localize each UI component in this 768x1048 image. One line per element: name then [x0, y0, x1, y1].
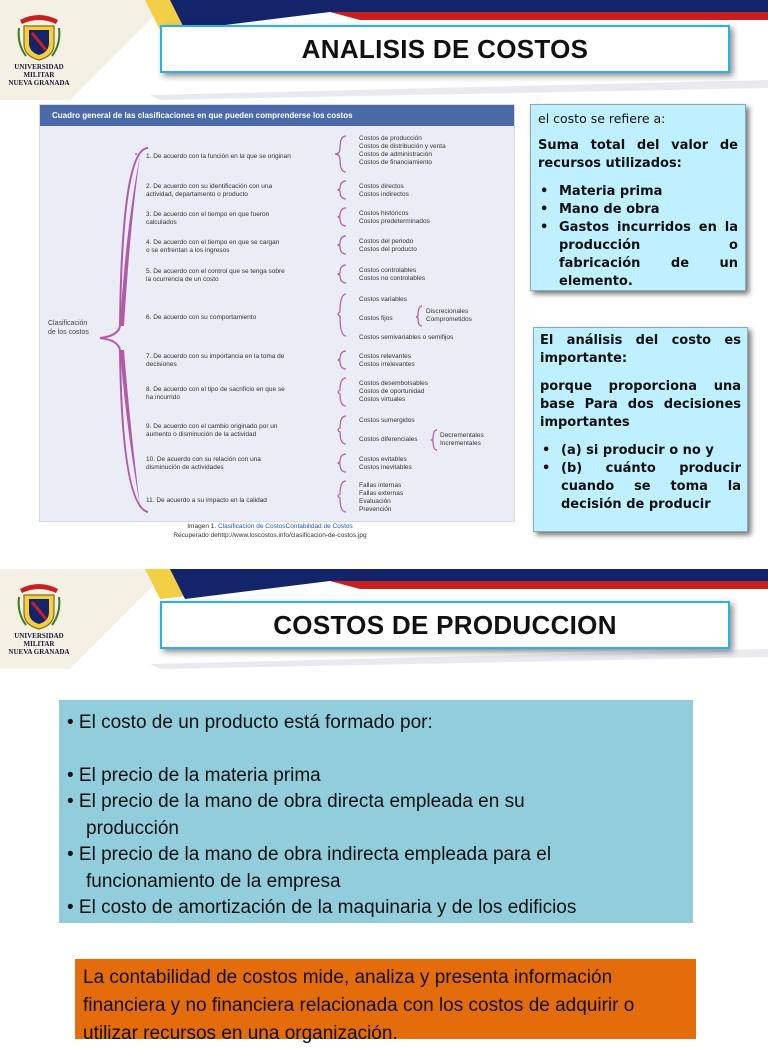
cost-list-1: Costos de producción Costos de distribución y venta Costos de administración Costos de financiamiento [359, 135, 446, 166]
university-name: UNIVERSIDAD MILITAR NUEVA GRANADA [8, 632, 70, 656]
classification-root: Clasificación de los costos [48, 320, 89, 336]
classification-figure [39, 104, 515, 522]
product-cost-box [59, 700, 693, 923]
criterion-4: 4. De acuerdo con el tiempo en que se cargan o se enfrentan a los ingresos [146, 239, 280, 254]
cost-list-7: Costos relevantes Costos irrelevantes [359, 353, 415, 368]
university-crest-icon [16, 6, 62, 62]
list-item: • Gastos incurridos en la producción o fabricación de un elemento. [538, 219, 738, 291]
classification-header: Cuadro general de las clasificaciones en que pueden comprenderse los costos [40, 105, 514, 126]
page-title: COSTOS DE PRODUCCION [273, 609, 617, 640]
cost-list-5: Costos controlables Costos no controlables [359, 267, 426, 282]
cost-variables: Costos variables [359, 296, 408, 303]
cost-list-10: Costos evitables Costos inevitables [359, 456, 412, 471]
criterion-5: 5. De acuerdo con el control que se tenga sobre la ocurrencia de un costo [146, 268, 285, 283]
cost-analysis-box [533, 327, 748, 532]
university-logo [8, 575, 70, 656]
list-item-continuation: producción [86, 817, 179, 839]
criterion-9: 9. De acuerdo con el cambio originado por un aumento o disminución de la actividad [146, 423, 278, 438]
title-box [160, 601, 730, 649]
cost-list-4: Costos del periodo Costos del producto [359, 238, 417, 253]
list-item: • El precio de la materia prima [67, 764, 321, 786]
cost-definition-summary: Suma total del valor de recursos utilizados: [538, 138, 738, 171]
university-name: UNIVERSIDAD MILITAR NUEVA GRANADA [8, 63, 70, 87]
cost-components-list [538, 183, 738, 291]
cost-analysis-reason: porque proporciona una base Para dos decisiones importantes [540, 379, 741, 430]
criterion-7: 7. De acuerdo con su importancia en la toma de decisiones [146, 353, 285, 368]
cost-semivariables: Costos semivariables o semifijos [359, 334, 454, 341]
classification-body [40, 126, 516, 523]
cost-accounting-box: La contabilidad de costos mide, analiza y presenta información financiera y no financiera relacionada con los costos de adquirir o utilizar recursos en una organización. [75, 959, 696, 1039]
cost-list-3: Costos históricos Costos predeterminados [359, 210, 430, 225]
cost-analysis-intro: El análisis del costo es importante: [540, 333, 741, 366]
slide-costos-de-produccion [0, 569, 768, 1044]
cost-list-8: Costos desembolsables Costos de oportunidad Costos virtuales [359, 380, 429, 403]
criterion-10: 10. De acuerdo con su relación con una disminución de actividades [146, 456, 261, 471]
cost-list-2: Costos directos Costos indirectos [359, 183, 409, 198]
list-item: • El precio de la mano de obra indirecta empleada para el [67, 844, 552, 865]
list-item: • Materia prima [538, 183, 738, 201]
list-item: • (b) cuánto producir cuando se toma la decisión de producir [540, 460, 741, 514]
cost-sumergidos: Costos sumergidos [359, 417, 415, 424]
cost-fijos: Costos fijos [359, 315, 393, 322]
university-crest-icon [16, 575, 62, 631]
list-item: • El costo de un producto está formado por: [67, 712, 433, 733]
criterion-1: 1. De acuerdo con la función en la que se originan [146, 153, 291, 160]
decisions-list [540, 442, 741, 514]
list-item-continuation: funcionamiento de la empresa [86, 870, 341, 892]
criterion-3: 3. De acuerdo con el tiempo en que fueron calculados [146, 211, 270, 226]
title-box [160, 25, 730, 73]
cost-diferenciales-sub: Decrementales Incrementales [440, 432, 484, 447]
cost-diferenciales: Costos diferenciales [359, 436, 418, 443]
page-title: ANALISIS DE COSTOS [301, 33, 589, 64]
criterion-11: 11. De acuerdo a su impacto en la calidad [146, 497, 267, 504]
caption-link-clasificacion[interactable]: Clasificacion de Costos [217, 523, 286, 530]
cost-definition-box [530, 104, 746, 291]
caption-link-contabilidad[interactable]: Contabilidad de Costos [285, 523, 353, 530]
list-item: • Mano de obra [538, 201, 738, 219]
list-item: • (a) si producir o no y [540, 442, 741, 460]
cost-definition-intro: el costo se refiere a: [538, 111, 666, 126]
image-caption: Imagen 1. Clasificacion de CostosContabilidad de Costos Recuperado dehttp://www.loscostos.info/clasificacion-de-costos.jpg [173, 523, 367, 539]
criterion-2: 2. De acuerdo con su identificación con una actividad, departamento o producto [146, 183, 273, 198]
university-logo [8, 6, 70, 87]
criterion-8: 8. De acuerdo con el tipo de sacrificio en que se ha incurrido [146, 386, 285, 401]
list-item: • El costo de amortización de la maquinaria y de los edificios [67, 897, 577, 918]
list-item: • El precio de la mano de obra directa empleada en su [67, 791, 525, 812]
cost-fijos-sub: Discrecionales Comprometidos [426, 308, 472, 323]
cost-list-11: Fallas internas Fallas externas Evaluación Prevención [359, 482, 404, 513]
criterion-6: 6. De acuerdo con su comportamiento [146, 314, 257, 321]
